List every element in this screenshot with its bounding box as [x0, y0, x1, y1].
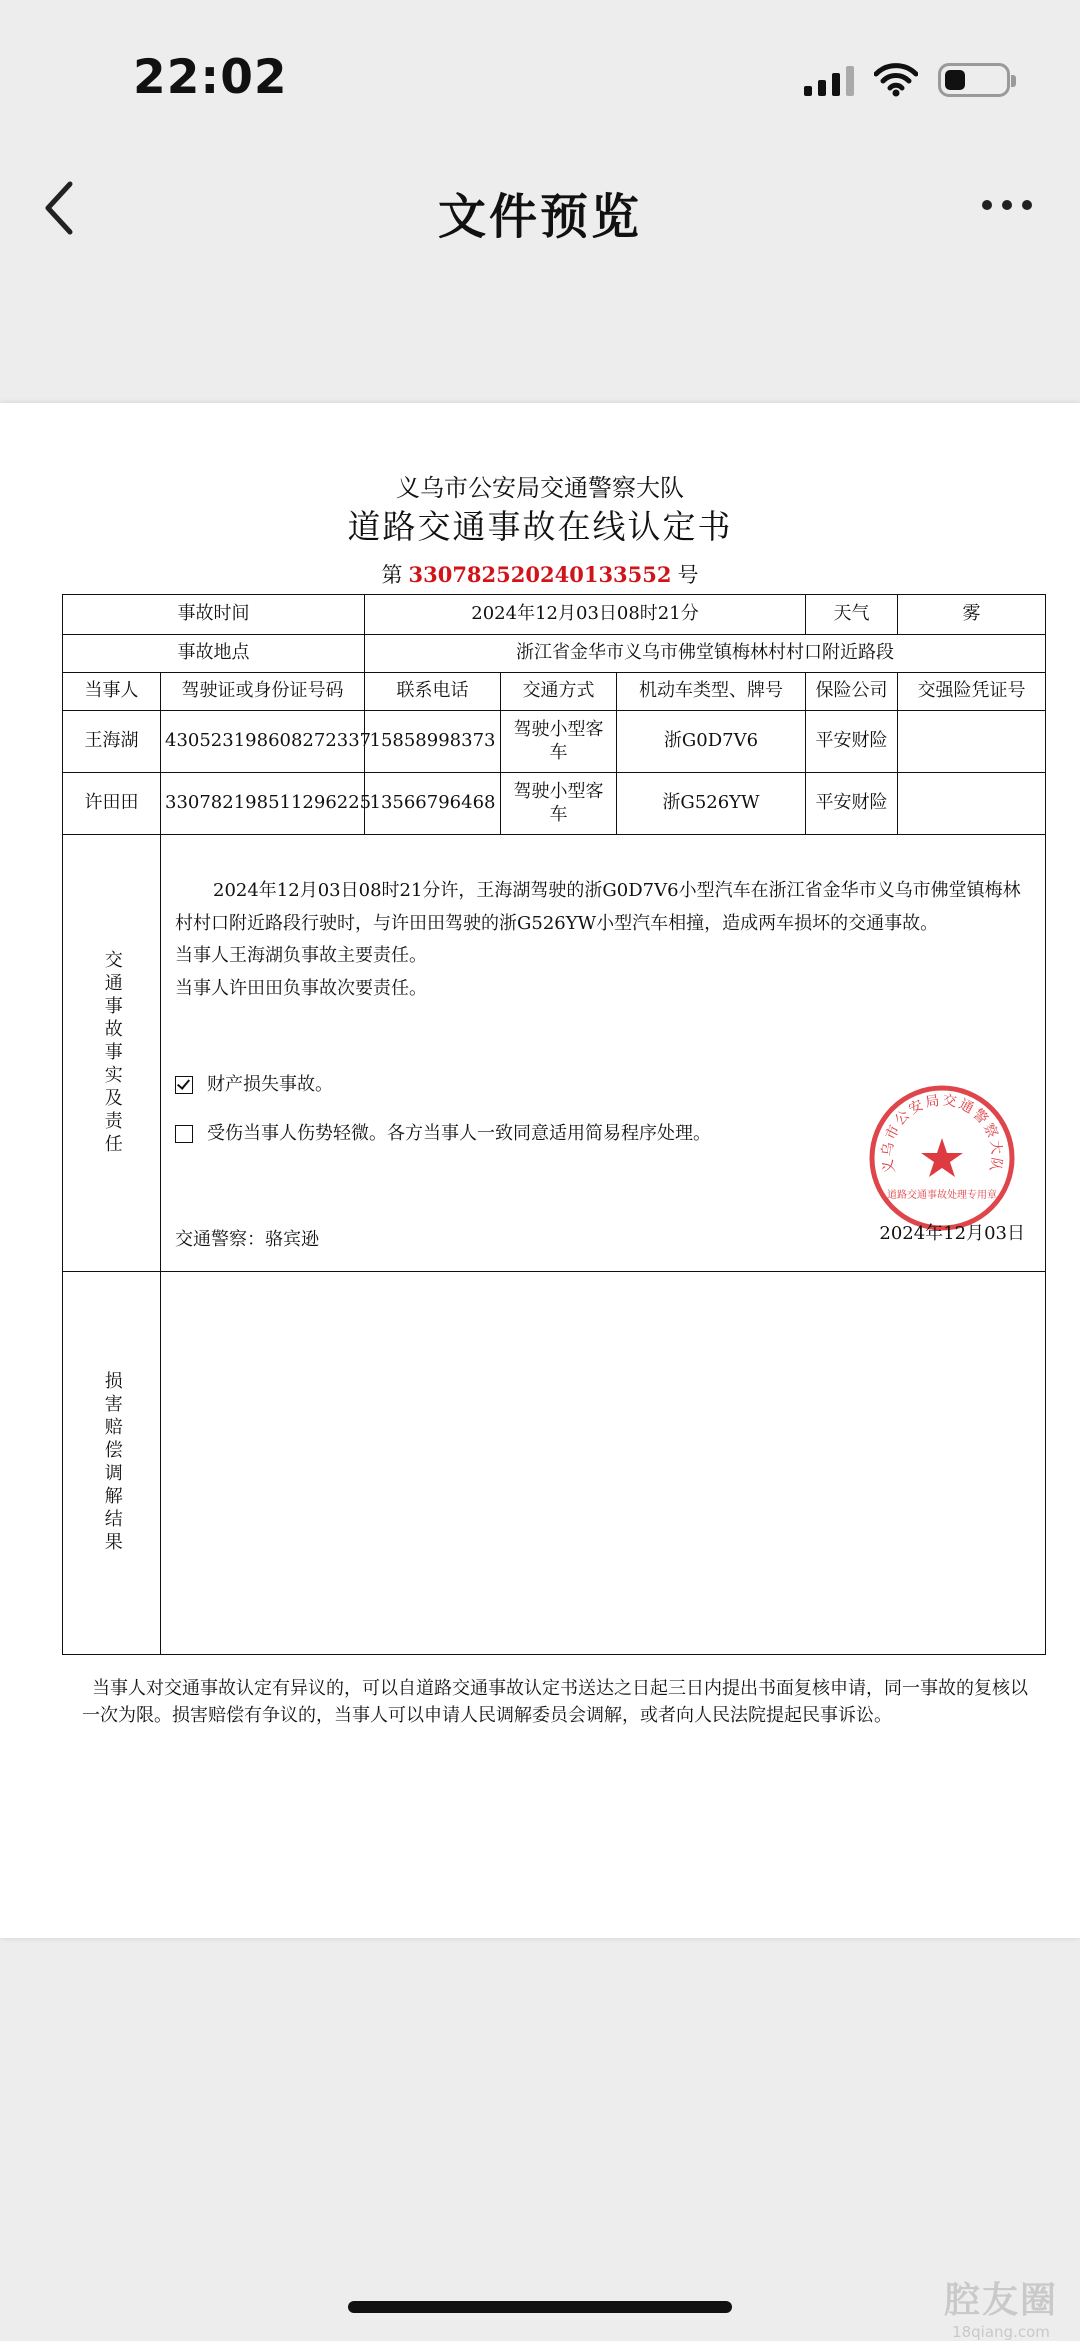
- party-id: 430523198608272337: [161, 711, 365, 773]
- option-minor-injury-label: 受伤当事人伤势轻微。各方当事人一致同意适用简易程序处理。: [207, 1122, 711, 1144]
- damages-result-cell: [161, 1272, 1046, 1655]
- header-phone: 联系电话: [365, 673, 501, 711]
- party-phone: 15858998373: [365, 711, 501, 773]
- document-number-suffix: 号: [677, 563, 699, 587]
- option-property-damage-label: 财产损失事故。: [207, 1073, 333, 1095]
- party-mode: 驾驶小型客车: [501, 711, 617, 773]
- table-row: [63, 711, 1046, 773]
- header-id: 驾驶证或身份证号码: [161, 673, 365, 711]
- document-number-prefix: 第: [381, 563, 403, 587]
- party-mode: 驾驶小型客车: [501, 773, 617, 835]
- officer-name: 交通警察：骆宾逊: [175, 1228, 319, 1250]
- accident-time-value: 2024年12月03日08时21分: [365, 595, 806, 635]
- header-vehicle: 机动车类型、牌号: [617, 673, 806, 711]
- table-row: [63, 773, 1046, 835]
- document-preview[interactable]: [0, 403, 1080, 1938]
- document-number-value: 330782520240133552: [408, 562, 672, 587]
- battery-icon: [938, 63, 1010, 97]
- party-insurer: 平安财险: [806, 711, 898, 773]
- more-options-icon[interactable]: [982, 200, 1032, 210]
- status-time: 22:02: [133, 50, 288, 105]
- header-insurance-cert: 交强险凭证号: [898, 673, 1046, 711]
- document-title: 道路交通事故在线认定书: [347, 507, 733, 546]
- party-name: 许田田: [63, 773, 161, 835]
- wifi-icon: [874, 63, 918, 97]
- party-plate: 浙G526YW: [617, 773, 806, 835]
- facts-label: 交通事故事实及责任: [101, 949, 123, 1157]
- party-name: 王海湖: [63, 711, 161, 773]
- official-seal-stamp: [867, 1083, 1017, 1233]
- accident-table: [62, 594, 1046, 1655]
- party-cert: [898, 773, 1046, 835]
- responsibility-secondary: 当事人许田田负事故次要责任。: [175, 977, 427, 999]
- damages-label: 损害赔偿调解结果: [101, 1371, 123, 1555]
- option-minor-injury: [175, 1123, 711, 1146]
- unchecked-box-icon: [175, 1125, 193, 1143]
- status-icons: [804, 58, 1010, 102]
- option-property-damage: [175, 1074, 333, 1097]
- accident-location-label: 事故地点: [63, 635, 365, 673]
- home-indicator[interactable]: [348, 2301, 732, 2313]
- party-plate: 浙G0D7V6: [617, 711, 806, 773]
- watermark-main: 腔友圈: [943, 2280, 1058, 2321]
- header-party: 当事人: [63, 673, 161, 711]
- facts-section: [161, 836, 1045, 1271]
- svg-text:义乌市公安局交通警察大队: 义乌市公安局交通警察大队: [879, 1092, 1005, 1175]
- issuing-organization: 义乌市公安局交通警察大队: [396, 474, 684, 502]
- accident-time-label: 事故时间: [63, 595, 365, 635]
- header-insurer: 保险公司: [806, 673, 898, 711]
- responsibility-primary: 当事人王海湖负事故主要责任。: [175, 944, 427, 966]
- site-watermark: [944, 2272, 1058, 2341]
- party-insurer: 平安财险: [806, 773, 898, 835]
- party-cert: [898, 711, 1046, 773]
- header-mode: 交通方式: [501, 673, 617, 711]
- page-title: 文件预览: [437, 189, 642, 245]
- party-id: 330782198511296225: [161, 773, 365, 835]
- svg-text:道路交通事故处理专用章: 道路交通事故处理专用章: [887, 1189, 997, 1201]
- weather-value: 雾: [898, 595, 1046, 635]
- checked-box-icon: [175, 1076, 193, 1094]
- appeal-notice: 当事人对交通事故认定有异议的，可以自道路交通事故认定书送达之日起三日内提出书面复核申请，同一事故的复核以一次为限。损害赔偿有争议的，当事人可以申请人民调解委员会调解，或者向人民法院提起民事诉讼。: [82, 1678, 1028, 1726]
- table-header-row: [63, 673, 1046, 711]
- document-number: [0, 559, 1080, 589]
- accident-location-value: 浙江省金华市义乌市佛堂镇梅林村村口附近路段: [365, 635, 1046, 673]
- facts-paragraph: 2024年12月03日08时21分许，王海湖驾驶的浙G0D7V6小型汽车在浙江省金华市义乌市佛堂镇梅林村村口附近路段行驶时，与许田田驾驶的浙G526YW小型汽车相撞，造成两车损坏的交通事故。: [175, 879, 1021, 934]
- party-phone: 13566796468: [365, 773, 501, 835]
- document-date: 2024年12月03日: [879, 1222, 1025, 1244]
- watermark-sub: 18qiang.com: [952, 2323, 1050, 2341]
- weather-label: 天气: [806, 595, 898, 635]
- cellular-signal-icon: [804, 64, 854, 96]
